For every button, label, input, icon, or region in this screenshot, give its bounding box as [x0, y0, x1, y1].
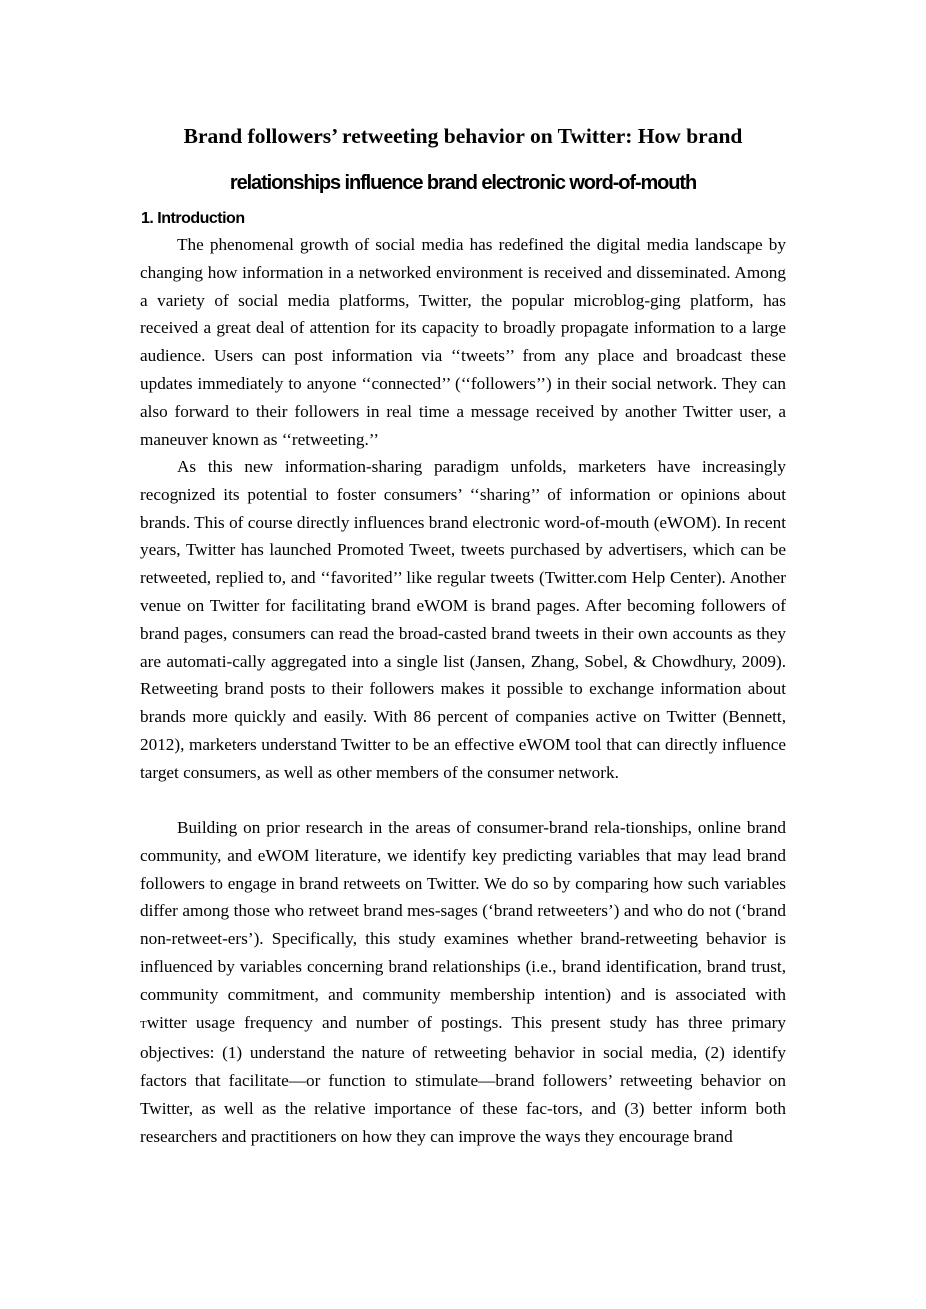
paragraph-2: As this new information-sharing paradigm unfolds, marketers have increasingly recognized its potential to foster consumers’ ‘‘sharing’’ of information or opinions about brands. This of course directly influences brand electronic word-of-mouth (eWOM). In recent years, Twitter has launched Promoted Tweet, tweets purchased by advertisers, which can be retweeted, replied to, and ‘‘favorited’’ like regular tweets (Twitter.com Help Center). Another venue on Twitter for facilitating brand eWOM is brand pages. After becoming followers of brand pages, consumers can read the broad-casted brand tweets in their own accounts as they are automati-cally aggregated into a single list (Jansen, Zhang, Sobel, & Chowdhury, 2009). Retweeting brand posts to their followers makes it possible to exchange information about brands more quickly and easily. With 86 percent of companies active on Twitter (Bennett, 2012), marketers understand Twitter to be an effective eWOM tool that can directly influence target consumers, as well as other members of the consumer network.: [140, 457, 786, 782]
paragraph-3-part-1: Building on prior research in the areas of consumer-brand rela-tionships, online brand community, and eWOM literature, we identify key predicting variables that may lead brand followers to engage in brand retweets on Twitter. We do so by comparing how such variables differ among those who retweet brand mes-sages (‘brand retweeters’) and who do not (‘brand non-retweet-ers’). Specifically, this study examines whether brand-retweeting behavior is influenced by variables concerning brand relationships (i.e., brand identification, brand trust, community commitment, and community membership intention) and is associated with: [140, 818, 786, 1004]
paragraph-1: The phenomenal growth of social media has redefined the digital media landscape by changing how information in a networked environment is received and disseminated. Among a variety of social media platforms, Twitter, the popular microblog-ging platform, has received a great deal of attention for its capacity to broadly propagate information to a large audience. Users can post information via ‘‘tweets’’ from any place and broadcast these updates immediately to anyone ‘‘connected’’ (‘‘followers’’) in their social network. They can also forward to their followers in real time a message received by another Twitter user, a maneuver known as ‘‘retweeting.’’: [140, 235, 786, 449]
paper-title-line-1: Brand followers’ retweeting behavior on Twitter: How brand: [183, 124, 743, 148]
paragraph-3-part-2: witter usage frequency and number of postings. This present study has three primary objectives: (1) understand the nature of retweeting behavior in social media, (2) identify factors that facilitate—or function to stimulate—brand followers’ retweeting behavior on Twitter, as well as the relative importance of these fac-tors, and (3) better inform both researchers and practitioners on how they can improve the ways they encourage brand: [140, 1012, 786, 1146]
section-heading-introduction: 1. Introduction: [141, 210, 245, 227]
paragraph-3-small-t: T: [140, 1018, 147, 1031]
paragraph-3: [140, 814, 786, 1151]
paper-title-line-2: relationships influence brand electronic word-of-mouth: [229, 172, 697, 194]
